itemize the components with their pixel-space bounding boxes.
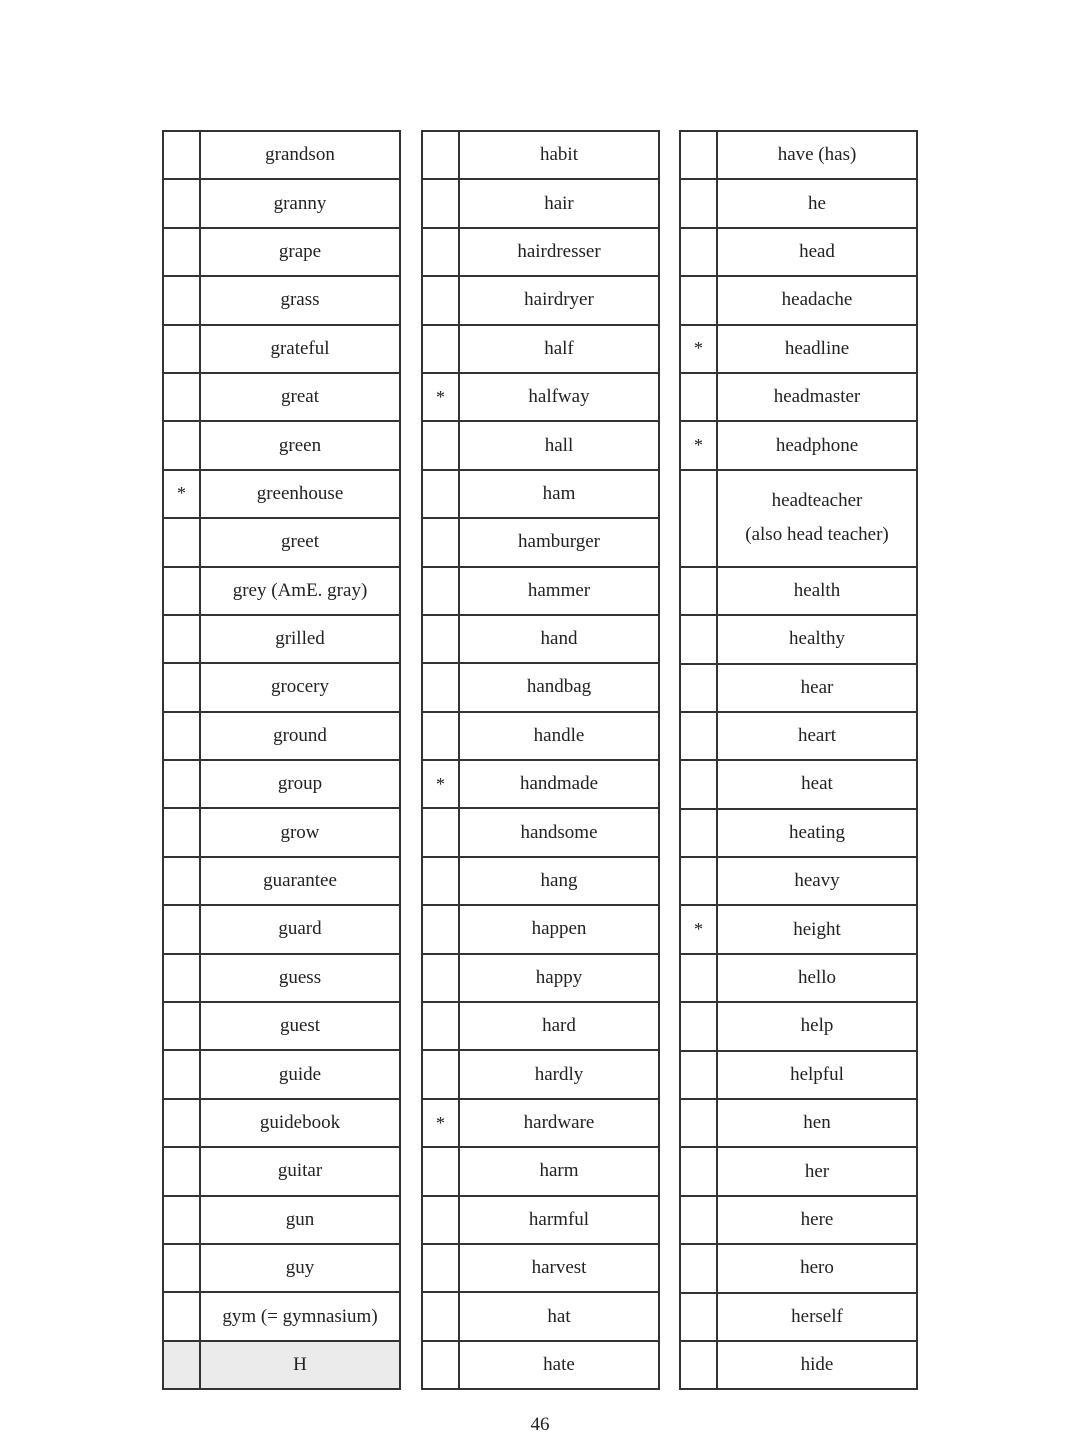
optional-word-mark — [422, 615, 459, 663]
table-row — [163, 615, 400, 663]
optional-word-mark — [680, 1099, 717, 1147]
optional-word-mark — [680, 1341, 717, 1389]
vocabulary-word: heavy — [717, 857, 917, 905]
optional-word-mark — [422, 470, 459, 518]
vocabulary-word: guarantee — [200, 857, 400, 905]
vocabulary-word: hall — [459, 421, 659, 469]
optional-word-mark — [163, 1292, 200, 1340]
optional-word-mark — [163, 567, 200, 615]
table-row — [680, 954, 917, 1002]
vocabulary-word: grey (AmE. gray) — [200, 567, 400, 615]
vocabulary-word: hello — [717, 954, 917, 1002]
table-row — [422, 712, 659, 760]
vocabulary-word: height — [717, 905, 917, 953]
table-row — [163, 373, 400, 421]
table-row — [680, 1341, 917, 1389]
optional-word-mark — [680, 276, 717, 324]
table-row — [163, 663, 400, 711]
table-row — [163, 1292, 400, 1340]
vocabulary-word: hairdresser — [459, 228, 659, 276]
optional-word-mark — [422, 567, 459, 615]
table-row — [422, 373, 659, 421]
optional-word-mark — [163, 663, 200, 711]
optional-word-mark — [422, 276, 459, 324]
table-row — [422, 1244, 659, 1292]
table-row — [422, 567, 659, 615]
table-row — [680, 1244, 917, 1292]
table-row — [422, 131, 659, 179]
table-row — [680, 276, 917, 324]
optional-word-mark — [680, 1196, 717, 1244]
table-row — [680, 857, 917, 905]
table-row — [680, 615, 917, 663]
table-row — [680, 760, 917, 808]
optional-word-mark — [163, 712, 200, 760]
table-row — [163, 760, 400, 808]
table-row — [163, 179, 400, 227]
optional-word-mark — [680, 1002, 717, 1050]
table-row — [422, 228, 659, 276]
vocabulary-word: have (has) — [717, 131, 917, 179]
vocabulary-word: hardly — [459, 1050, 659, 1098]
table-row — [680, 1147, 917, 1195]
table-row — [422, 905, 659, 953]
vocabulary-word: handsome — [459, 808, 659, 856]
vocabulary-word-line-2: (also head teacher) — [745, 524, 889, 546]
table-row — [163, 954, 400, 1002]
optional-word-mark — [680, 131, 717, 179]
table-row — [163, 1244, 400, 1292]
vocabulary-word: hear — [717, 664, 917, 712]
table-row — [422, 1002, 659, 1050]
vocabulary-word: green — [200, 421, 400, 469]
table-row — [163, 712, 400, 760]
table-row — [163, 808, 400, 856]
vocabulary-word: heat — [717, 760, 917, 808]
optional-word-mark — [680, 809, 717, 857]
optional-word-mark — [422, 857, 459, 905]
vocabulary-word: gun — [200, 1196, 400, 1244]
optional-word-mark — [680, 954, 717, 1002]
optional-word-mark — [163, 1341, 200, 1389]
table-row — [163, 325, 400, 373]
vocabulary-word: hate — [459, 1341, 659, 1389]
vocabulary-word: he — [717, 179, 917, 227]
optional-word-mark — [422, 1196, 459, 1244]
table-row — [163, 228, 400, 276]
optional-word-mark — [163, 1099, 200, 1147]
optional-word-mark: * — [422, 373, 459, 421]
vocabulary-word: harm — [459, 1147, 659, 1195]
vocabulary-word: gym (= gymnasium) — [200, 1292, 400, 1340]
table-row — [422, 1196, 659, 1244]
optional-word-mark — [680, 373, 717, 421]
optional-word-mark — [163, 1002, 200, 1050]
table-row — [680, 470, 917, 567]
vocabulary-word: help — [717, 1002, 917, 1050]
table-row — [680, 228, 917, 276]
table-row — [422, 615, 659, 663]
vocabulary-word: her — [717, 1147, 917, 1195]
vocabulary-word: guess — [200, 954, 400, 1002]
optional-word-mark: * — [422, 1099, 459, 1147]
word-table-column-1 — [162, 130, 401, 1390]
optional-word-mark — [163, 808, 200, 856]
table-row — [680, 712, 917, 760]
optional-word-mark: * — [680, 325, 717, 373]
optional-word-mark — [163, 1147, 200, 1195]
vocabulary-word: here — [717, 1196, 917, 1244]
vocabulary-word: headline — [717, 325, 917, 373]
table-row — [422, 276, 659, 324]
table-row — [163, 131, 400, 179]
vocabulary-word: guard — [200, 905, 400, 953]
table-row — [680, 567, 917, 615]
optional-word-mark — [680, 1293, 717, 1341]
vocabulary-word: hero — [717, 1244, 917, 1292]
table-row — [163, 1050, 400, 1098]
optional-word-mark — [163, 228, 200, 276]
table-row — [680, 131, 917, 179]
optional-word-mark — [422, 1341, 459, 1389]
table-row — [422, 760, 659, 808]
vocabulary-word: hang — [459, 857, 659, 905]
table-row — [163, 857, 400, 905]
table-row — [163, 1002, 400, 1050]
vocabulary-word: grateful — [200, 325, 400, 373]
optional-word-mark — [422, 808, 459, 856]
optional-word-mark — [422, 179, 459, 227]
optional-word-mark — [422, 1050, 459, 1098]
optional-word-mark — [163, 421, 200, 469]
optional-word-mark — [422, 1147, 459, 1195]
optional-word-mark — [422, 131, 459, 179]
vocabulary-word: group — [200, 760, 400, 808]
optional-word-mark — [680, 1147, 717, 1195]
table-row — [680, 1196, 917, 1244]
table-row — [163, 1341, 400, 1389]
vocabulary-word-line-1: headteacher — [771, 490, 863, 512]
optional-word-mark — [680, 760, 717, 808]
optional-word-mark: * — [422, 760, 459, 808]
vocabulary-word: guidebook — [200, 1099, 400, 1147]
vocabulary-word: ground — [200, 712, 400, 760]
vocabulary-word: grocery — [200, 663, 400, 711]
vocabulary-word: greenhouse — [200, 470, 400, 518]
vocabulary-word: hat — [459, 1292, 659, 1340]
word-table-column-3 — [679, 130, 918, 1390]
vocabulary-word: guitar — [200, 1147, 400, 1195]
vocabulary-word: grilled — [200, 615, 400, 663]
table-row — [163, 1099, 400, 1147]
optional-word-mark — [163, 179, 200, 227]
vocabulary-word: half — [459, 325, 659, 373]
vocabulary-word: herself — [717, 1293, 917, 1341]
vocabulary-word: heating — [717, 809, 917, 857]
table-row — [163, 518, 400, 566]
table-row — [422, 1050, 659, 1098]
vocabulary-word: head — [717, 228, 917, 276]
vocabulary-word: guest — [200, 1002, 400, 1050]
vocabulary-word: hamburger — [459, 518, 659, 566]
optional-word-mark: * — [163, 470, 200, 518]
vocabulary-word: halfway — [459, 373, 659, 421]
table-row — [422, 808, 659, 856]
vocabulary-word: headphone — [717, 421, 917, 469]
optional-word-mark — [422, 1292, 459, 1340]
table-row — [163, 470, 400, 518]
table-row — [163, 567, 400, 615]
table-row — [422, 1341, 659, 1389]
optional-word-mark — [163, 518, 200, 566]
vocabulary-word: happy — [459, 954, 659, 1002]
vocabulary-word: grass — [200, 276, 400, 324]
optional-word-mark — [163, 373, 200, 421]
optional-word-mark — [680, 470, 717, 567]
optional-word-mark: * — [680, 905, 717, 953]
table-row — [680, 809, 917, 857]
table-row — [163, 905, 400, 953]
optional-word-mark — [680, 857, 717, 905]
table-row — [422, 1147, 659, 1195]
table-row — [680, 664, 917, 712]
table-row — [680, 905, 917, 953]
vocabulary-word: helpful — [717, 1051, 917, 1099]
table-row — [680, 421, 917, 469]
optional-word-mark — [163, 1050, 200, 1098]
table-row — [680, 179, 917, 227]
optional-word-mark — [422, 663, 459, 711]
table-row — [680, 1099, 917, 1147]
vocabulary-word: handbag — [459, 663, 659, 711]
vocabulary-word: habit — [459, 131, 659, 179]
vocabulary-word: hand — [459, 615, 659, 663]
table-row — [680, 1293, 917, 1341]
page-number: 46 — [530, 1414, 550, 1435]
vocabulary-word: heart — [717, 712, 917, 760]
table-row — [680, 1051, 917, 1099]
optional-word-mark — [680, 712, 717, 760]
table-row — [422, 1099, 659, 1147]
optional-word-mark — [680, 1244, 717, 1292]
optional-word-mark — [422, 1244, 459, 1292]
vocabulary-word: hammer — [459, 567, 659, 615]
optional-word-mark: * — [680, 421, 717, 469]
table-row — [163, 276, 400, 324]
table-row — [422, 470, 659, 518]
vocabulary-word: harmful — [459, 1196, 659, 1244]
optional-word-mark — [163, 325, 200, 373]
optional-word-mark — [680, 179, 717, 227]
optional-word-mark — [680, 664, 717, 712]
optional-word-mark — [422, 518, 459, 566]
table-row — [680, 373, 917, 421]
table-row — [163, 1196, 400, 1244]
vocabulary-word: headmaster — [717, 373, 917, 421]
optional-word-mark — [422, 905, 459, 953]
table-row — [422, 663, 659, 711]
optional-word-mark — [680, 1051, 717, 1099]
vocabulary-word: health — [717, 567, 917, 615]
optional-word-mark — [163, 276, 200, 324]
vocabulary-word: ham — [459, 470, 659, 518]
optional-word-mark — [163, 954, 200, 1002]
table-row — [422, 1292, 659, 1340]
table-row — [163, 421, 400, 469]
optional-word-mark — [163, 857, 200, 905]
vocabulary-word: grape — [200, 228, 400, 276]
table-row — [680, 1002, 917, 1050]
vocabulary-word: great — [200, 373, 400, 421]
vocabulary-word: healthy — [717, 615, 917, 663]
vocabulary-word: happen — [459, 905, 659, 953]
vocabulary-word: handle — [459, 712, 659, 760]
optional-word-mark — [163, 905, 200, 953]
word-table-column-2 — [421, 130, 660, 1390]
vocabulary-word: hide — [717, 1341, 917, 1389]
table-row — [422, 179, 659, 227]
table-row — [422, 518, 659, 566]
vocabulary-word: H — [200, 1341, 400, 1389]
optional-word-mark — [680, 567, 717, 615]
optional-word-mark — [422, 1002, 459, 1050]
optional-word-mark — [422, 325, 459, 373]
vocabulary-word: greet — [200, 518, 400, 566]
table-row — [422, 954, 659, 1002]
vocabulary-word: grow — [200, 808, 400, 856]
optional-word-mark — [422, 421, 459, 469]
optional-word-mark — [163, 1244, 200, 1292]
vocabulary-word: hairdryer — [459, 276, 659, 324]
optional-word-mark — [680, 615, 717, 663]
optional-word-mark — [422, 712, 459, 760]
vocabulary-word: headache — [717, 276, 917, 324]
vocabulary-word: guide — [200, 1050, 400, 1098]
vocabulary-word: granny — [200, 179, 400, 227]
optional-word-mark — [163, 615, 200, 663]
table-row — [422, 325, 659, 373]
optional-word-mark — [422, 954, 459, 1002]
vocabulary-word: guy — [200, 1244, 400, 1292]
optional-word-mark — [163, 760, 200, 808]
optional-word-mark — [163, 131, 200, 179]
vocabulary-word: hen — [717, 1099, 917, 1147]
vocabulary-word: handmade — [459, 760, 659, 808]
table-row — [680, 325, 917, 373]
optional-word-mark — [422, 228, 459, 276]
table-row — [163, 1147, 400, 1195]
optional-word-mark — [680, 228, 717, 276]
vocabulary-word — [717, 470, 917, 567]
vocabulary-word: grandson — [200, 131, 400, 179]
vocabulary-word: hard — [459, 1002, 659, 1050]
table-row — [422, 421, 659, 469]
vocabulary-word: hardware — [459, 1099, 659, 1147]
vocabulary-word: hair — [459, 179, 659, 227]
optional-word-mark — [163, 1196, 200, 1244]
table-row — [422, 857, 659, 905]
vocabulary-word: harvest — [459, 1244, 659, 1292]
